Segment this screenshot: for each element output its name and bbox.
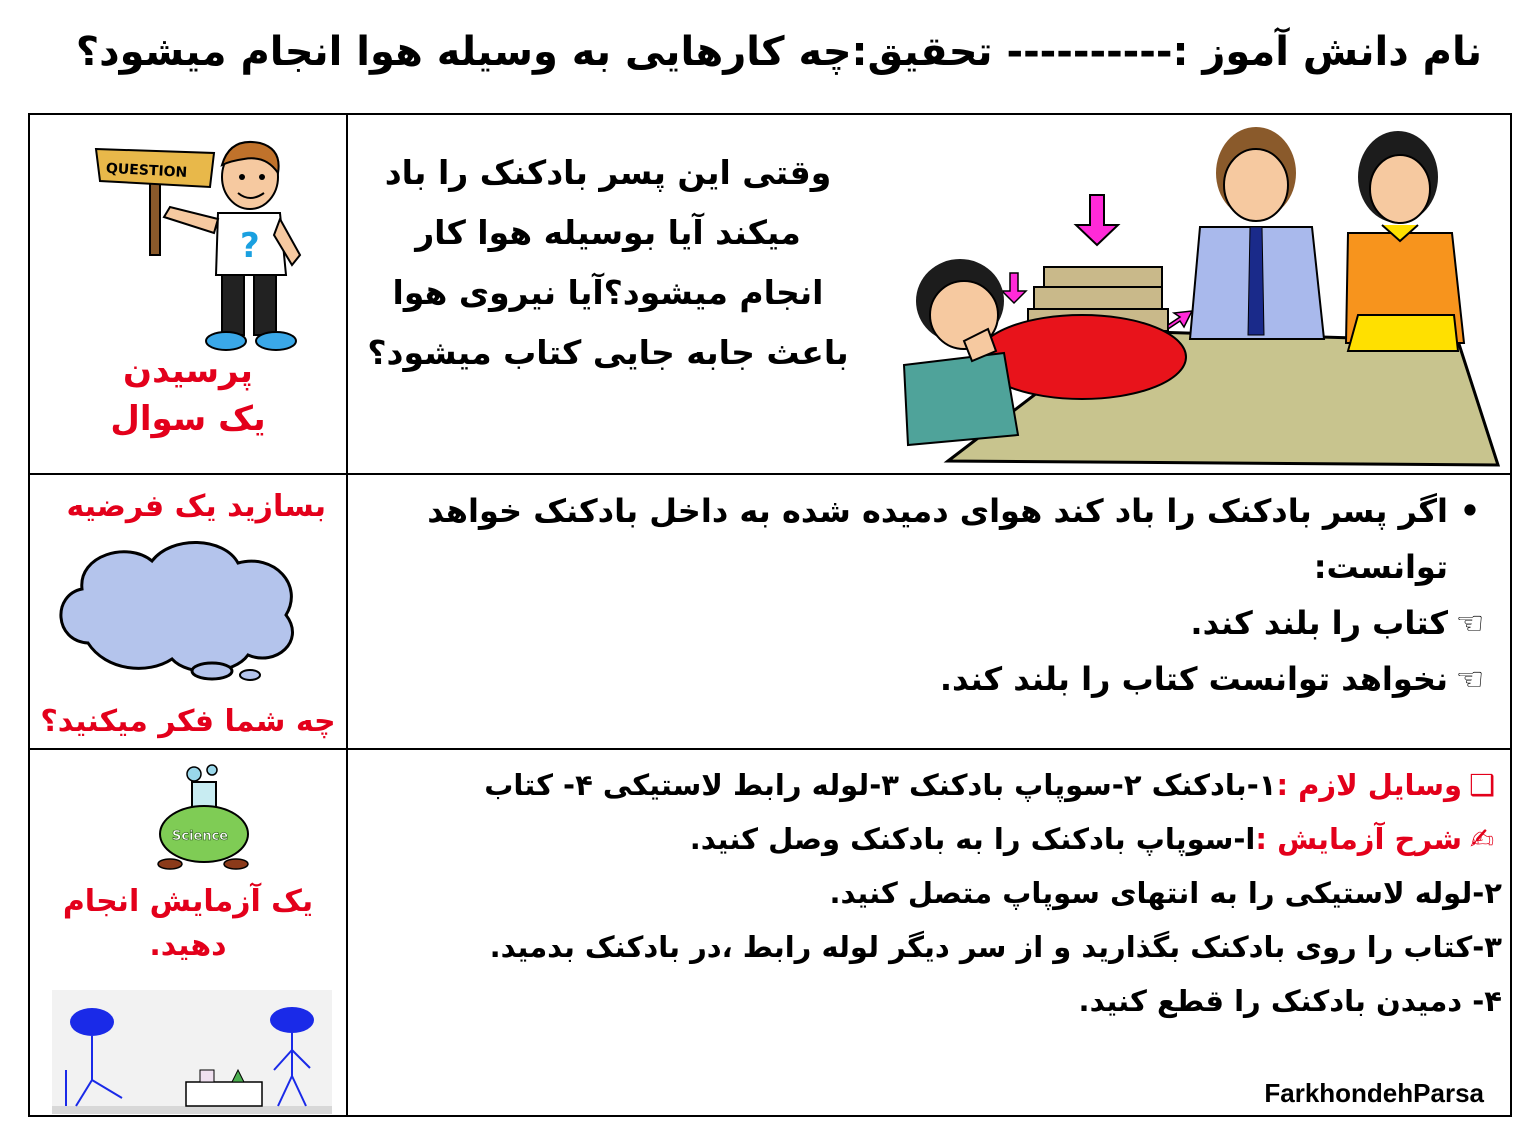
question-line-4: باعث جابه جایی کتاب میشود؟ xyxy=(367,333,849,372)
hypothesis-line-1: اگر پسر بادکنک را باد کند هوای دمیده شده به داخل بادکنک خواهد xyxy=(427,492,1448,530)
row1-label-cell xyxy=(30,115,346,473)
row1-label-line2: یک سوال xyxy=(110,399,266,439)
bullet-icon: • xyxy=(1459,492,1481,530)
materials-heading: وسایل لازم : xyxy=(1276,768,1462,802)
row2-content-cell xyxy=(348,475,1512,748)
lab-scene-illustration xyxy=(52,990,332,1114)
materials-line xyxy=(342,758,1502,812)
question-line-3: انجام میشود؟آیا نیروی هوا xyxy=(392,273,824,312)
procedure-step-2: ۲-لوله لاستیکی را به انتهای سوپاپ متصل کنید. xyxy=(829,876,1502,910)
pointing-hand-icon: ☜ xyxy=(1455,604,1485,642)
materials-text: ۱-بادکنک ۲-سوپاپ بادکنک ۳-لوله رابط لاستیکی ۴- کتاب xyxy=(484,768,1277,802)
row2-label-bottom: چه شما فکر میکنید؟ xyxy=(40,704,336,739)
worksheet-title: نام دانش آموز :---------- تحقیق:چه کارهایی به وسیله هوا انجام میشود؟ xyxy=(75,29,1482,75)
author-signature: FarkhondehParsa xyxy=(1264,1078,1484,1108)
option-2-text: نخواهد توانست کتاب را بلند کند. xyxy=(939,660,1448,698)
procedure-line xyxy=(342,812,1502,866)
row1-content-cell xyxy=(348,115,1512,473)
worksheet-table xyxy=(28,113,1512,1117)
row3-label-line1: یک آزمایش انجام xyxy=(62,884,314,919)
hypothesis-line-2: توانست: xyxy=(1313,548,1448,586)
question-line-2: میکند آیا بوسیله هوا کار xyxy=(415,213,801,252)
procedure-heading: شرح آزمایش : xyxy=(1255,822,1462,856)
procedure-step-3: ۳-کتاب را روی بادکنک بگذارید و از سر دیگر لوله رابط ،در بادکنک بدمید. xyxy=(489,930,1502,964)
row3-label-line2: دهید. xyxy=(149,928,227,963)
pen-writing-icon: ✍ xyxy=(1469,822,1495,856)
procedure-step-4: ۴- دمیدن بادکنک را قطع کنید. xyxy=(1078,984,1502,1018)
hypothesis-option-1 xyxy=(372,595,1492,651)
row1-label-line1: پرسیدن xyxy=(123,351,253,391)
balloon-experiment-illustration xyxy=(868,115,1512,471)
row3-label-cell xyxy=(30,750,346,1117)
hypothesis-bullet xyxy=(372,483,1492,539)
thought-cloud-icon xyxy=(48,533,308,683)
pointing-hand-icon: ☜ xyxy=(1455,660,1485,698)
question-sign-text: QUESTION xyxy=(105,160,188,181)
option-1-text: کتاب را بلند کند. xyxy=(1190,604,1448,642)
science-flask-label: Science xyxy=(172,829,229,844)
science-flask-icon xyxy=(148,760,258,870)
svg-text:?: ? xyxy=(240,226,260,266)
question-boy-illustration xyxy=(30,115,346,365)
question-line-1: وقتی این پسر بادکنک را باد xyxy=(384,153,832,192)
row2-label-cell xyxy=(30,475,346,748)
procedure-step-1: ا-سوپاپ بادکنک را به بادکنک وصل کنید. xyxy=(689,822,1256,856)
question-text-block xyxy=(348,143,868,383)
row3-content-cell xyxy=(348,750,1512,1117)
row2-label-top: بسازید یک فرضیه xyxy=(66,489,326,524)
checkbox-icon: ❑ xyxy=(1469,768,1495,802)
hypothesis-option-2 xyxy=(372,651,1492,707)
